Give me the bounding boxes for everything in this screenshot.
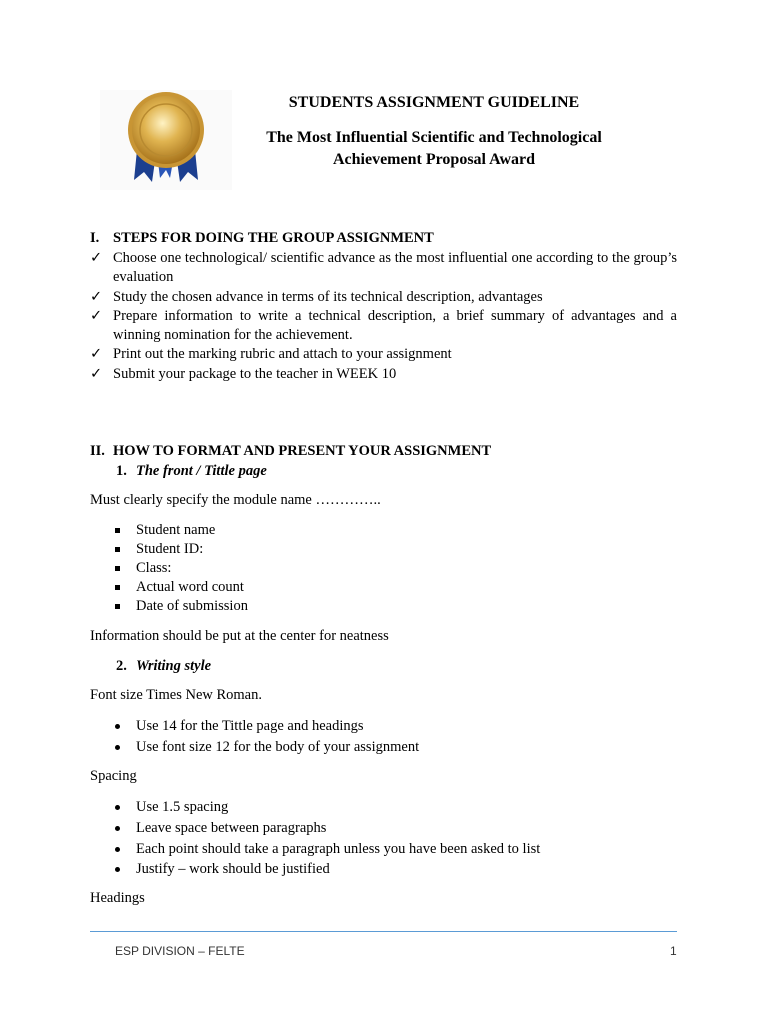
section-1-heading (90, 230, 434, 247)
subtitle-line-1: The Most Influential Scientific and Technological (266, 129, 602, 146)
checkmark-icon: ✓ (90, 308, 103, 324)
section-2-title: HOW TO FORMAT AND PRESENT YOUR ASSIGNMENT (113, 443, 492, 459)
list-item: ✓ Submit your package to the teacher in WEEK 10 (90, 365, 677, 384)
footer-division-text: ESP DIVISION – FELTE (115, 944, 245, 958)
list-item: ✓ Print out the marking rubric and attach to your assignment (90, 345, 677, 364)
round-bullet-icon (115, 867, 120, 872)
spacing-label: Spacing (90, 768, 137, 784)
list-item: Leave space between paragraphs (113, 820, 326, 837)
checkmark-icon: ✓ (90, 250, 103, 266)
round-bullet-icon (115, 724, 120, 729)
list-item: Student ID: (113, 541, 203, 558)
round-bullet-icon (115, 745, 120, 750)
list-item: Class: (113, 560, 171, 577)
section-1-number: I. (90, 230, 100, 246)
subtitle-line-2: Achievement Proposal Award (332, 151, 536, 168)
checkmark-icon: ✓ (90, 346, 103, 362)
list-item: Use font size 12 for the body of your assignment (113, 739, 419, 756)
list-item: Each point should take a paragraph unless you have been asked to list (113, 841, 540, 858)
checkmark-icon: ✓ (90, 366, 103, 382)
subsection-2-heading: 2. Writing style (116, 658, 212, 674)
list-item: Use 1.5 spacing (113, 799, 228, 816)
square-bullet-icon (115, 547, 120, 552)
square-bullet-icon (115, 528, 120, 533)
module-name-text: Must clearly specify the module name ………….. (90, 492, 381, 508)
list-item: Use 14 for the Tittle page and headings (113, 718, 364, 735)
list-item: Actual word count (113, 579, 244, 596)
center-info-text: Information should be put at the center for neatness (90, 628, 389, 644)
square-bullet-icon (115, 585, 120, 590)
headings-label: Headings (90, 890, 145, 906)
round-bullet-icon (115, 826, 120, 831)
document-title: STUDENTS ASSIGNMENT GUIDELINE (288, 94, 580, 111)
document-subtitle (240, 127, 628, 171)
section-2-heading (90, 443, 491, 460)
list-item: ✓ Prepare information to write a technical description, a brief summary of advantages and a winning nomination for the achievement. (90, 308, 677, 344)
page-number: 1 (670, 944, 677, 958)
font-text: Font size Times New Roman. (90, 687, 262, 703)
round-bullet-icon (115, 805, 120, 810)
checkmark-icon: ✓ (90, 289, 103, 305)
award-medal-logo (100, 90, 232, 190)
subsection-1-heading: 1. The front / Tittle page (116, 463, 267, 479)
list-item: ✓ Choose one technological/ scientific advance as the most influential one according to the group’s evaluation (90, 250, 677, 286)
square-bullet-icon (115, 566, 120, 571)
list-item: Student name (113, 522, 215, 539)
list-item: Date of submission (113, 598, 248, 615)
list-item: ✓ Study the chosen advance in terms of its technical description, advantages (90, 288, 677, 307)
section-1-title: STEPS FOR DOING THE GROUP ASSIGNMENT (113, 230, 434, 246)
round-bullet-icon (115, 847, 120, 852)
list-item: Justify – work should be justified (113, 861, 330, 878)
section-2-number: II. (90, 443, 105, 459)
square-bullet-icon (115, 604, 120, 609)
footer-divider (90, 931, 677, 932)
